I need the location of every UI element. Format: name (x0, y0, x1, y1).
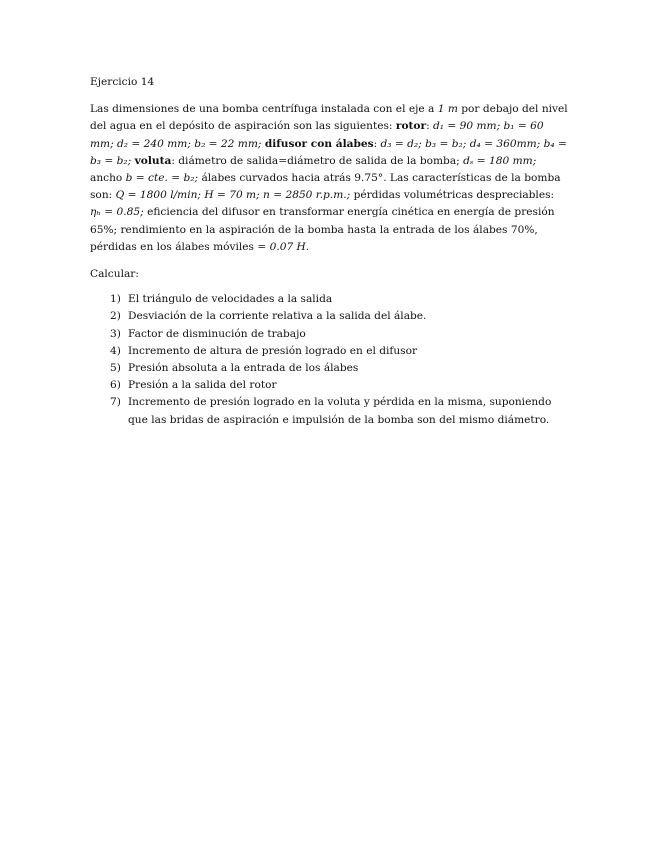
statement-segment: Q = 1800 l/min; H = 70 m; n = 2850 r.p.m.; (115, 189, 351, 202)
statement-segment: por debajo del nivel del agua en el depósito de aspiración son las siguientes: (90, 103, 568, 133)
statement-segment: b = cte. = b₂; (125, 172, 199, 185)
task-text: Presión absoluta a la entrada de los álabes (128, 362, 359, 375)
task-item (90, 326, 568, 343)
statement-segment: álabes curvados hacia atrás 9.75°. Las características de la bomba son: (90, 172, 561, 202)
statement-segment: difusor con álabes (264, 137, 374, 150)
task-item (90, 394, 568, 428)
calculate-label: Calcular: (90, 268, 139, 281)
task-number: 4) (110, 344, 121, 357)
statement-segment: pérdidas volumétricas despreciables: (350, 189, 555, 202)
task-number: 2) (110, 310, 121, 323)
document-body (90, 74, 568, 429)
exercise-title: Ejercicio 14 (90, 76, 155, 88)
statement-segment: d₃ = d₂; b₃ = b₂; d₄ = 360mm; b₄ = b₃ = b₂; (90, 137, 567, 167)
statement-segment: . (305, 240, 310, 253)
task-item (90, 291, 568, 308)
statement-segment: 1 m (437, 103, 458, 116)
statement-segment: d₁ = 90 mm; b₁ = 60 mm; d₂ = 240 mm; b₂ = 22 mm; (90, 120, 544, 150)
task-text: El triángulo de velocidades a la salida (128, 293, 333, 306)
task-number: 6) (110, 379, 121, 392)
statement-segment: : (373, 137, 381, 150)
task-number: 3) (110, 327, 121, 340)
problem-statement (90, 101, 568, 256)
statement-segment: 0.07 H (269, 240, 306, 253)
task-number: 1) (110, 293, 121, 306)
task-number: 7) (110, 396, 121, 409)
task-text: Factor de disminución de trabajo (128, 327, 306, 340)
task-text: Incremento de altura de presión logrado en el difusor (128, 344, 418, 357)
task-list (90, 291, 568, 429)
task-item (90, 308, 568, 325)
task-text: Desviación de la corriente relativa a la salida del álabe. (128, 310, 427, 323)
statement-segment: voluta (134, 154, 172, 167)
statement-segment: Las dimensiones de una bomba centrífuga instalada con el eje a (90, 103, 438, 116)
statement-segment: : (426, 120, 434, 133)
task-text: Incremento de presión logrado en la voluta y pérdida en la misma, suponiendo que las bridas de aspiración e impulsión de la bomba son del mismo diámetro. (128, 396, 552, 426)
statement-segment: : diámetro de salida=diámetro de salida de la bomba; (171, 154, 464, 167)
statement-segment: dₛ = 180 mm; (463, 154, 537, 167)
task-item (90, 377, 568, 394)
task-text: Presión a la salida del rotor (128, 379, 277, 392)
statement-segment: rotor (395, 120, 427, 133)
statement-segment: ancho (90, 172, 126, 185)
task-item (90, 343, 568, 360)
statement-segment: eficiencia del difusor en transformar energía cinética en energía de presión 65%; rendimiento en la aspiración de la bomba hasta la entrada de los álabes 70%, pérdidas en los álabes móviles = (90, 206, 555, 253)
task-number: 5) (110, 362, 121, 375)
task-item (90, 360, 568, 377)
statement-segment: ηₕ = 0.85; (90, 206, 144, 219)
